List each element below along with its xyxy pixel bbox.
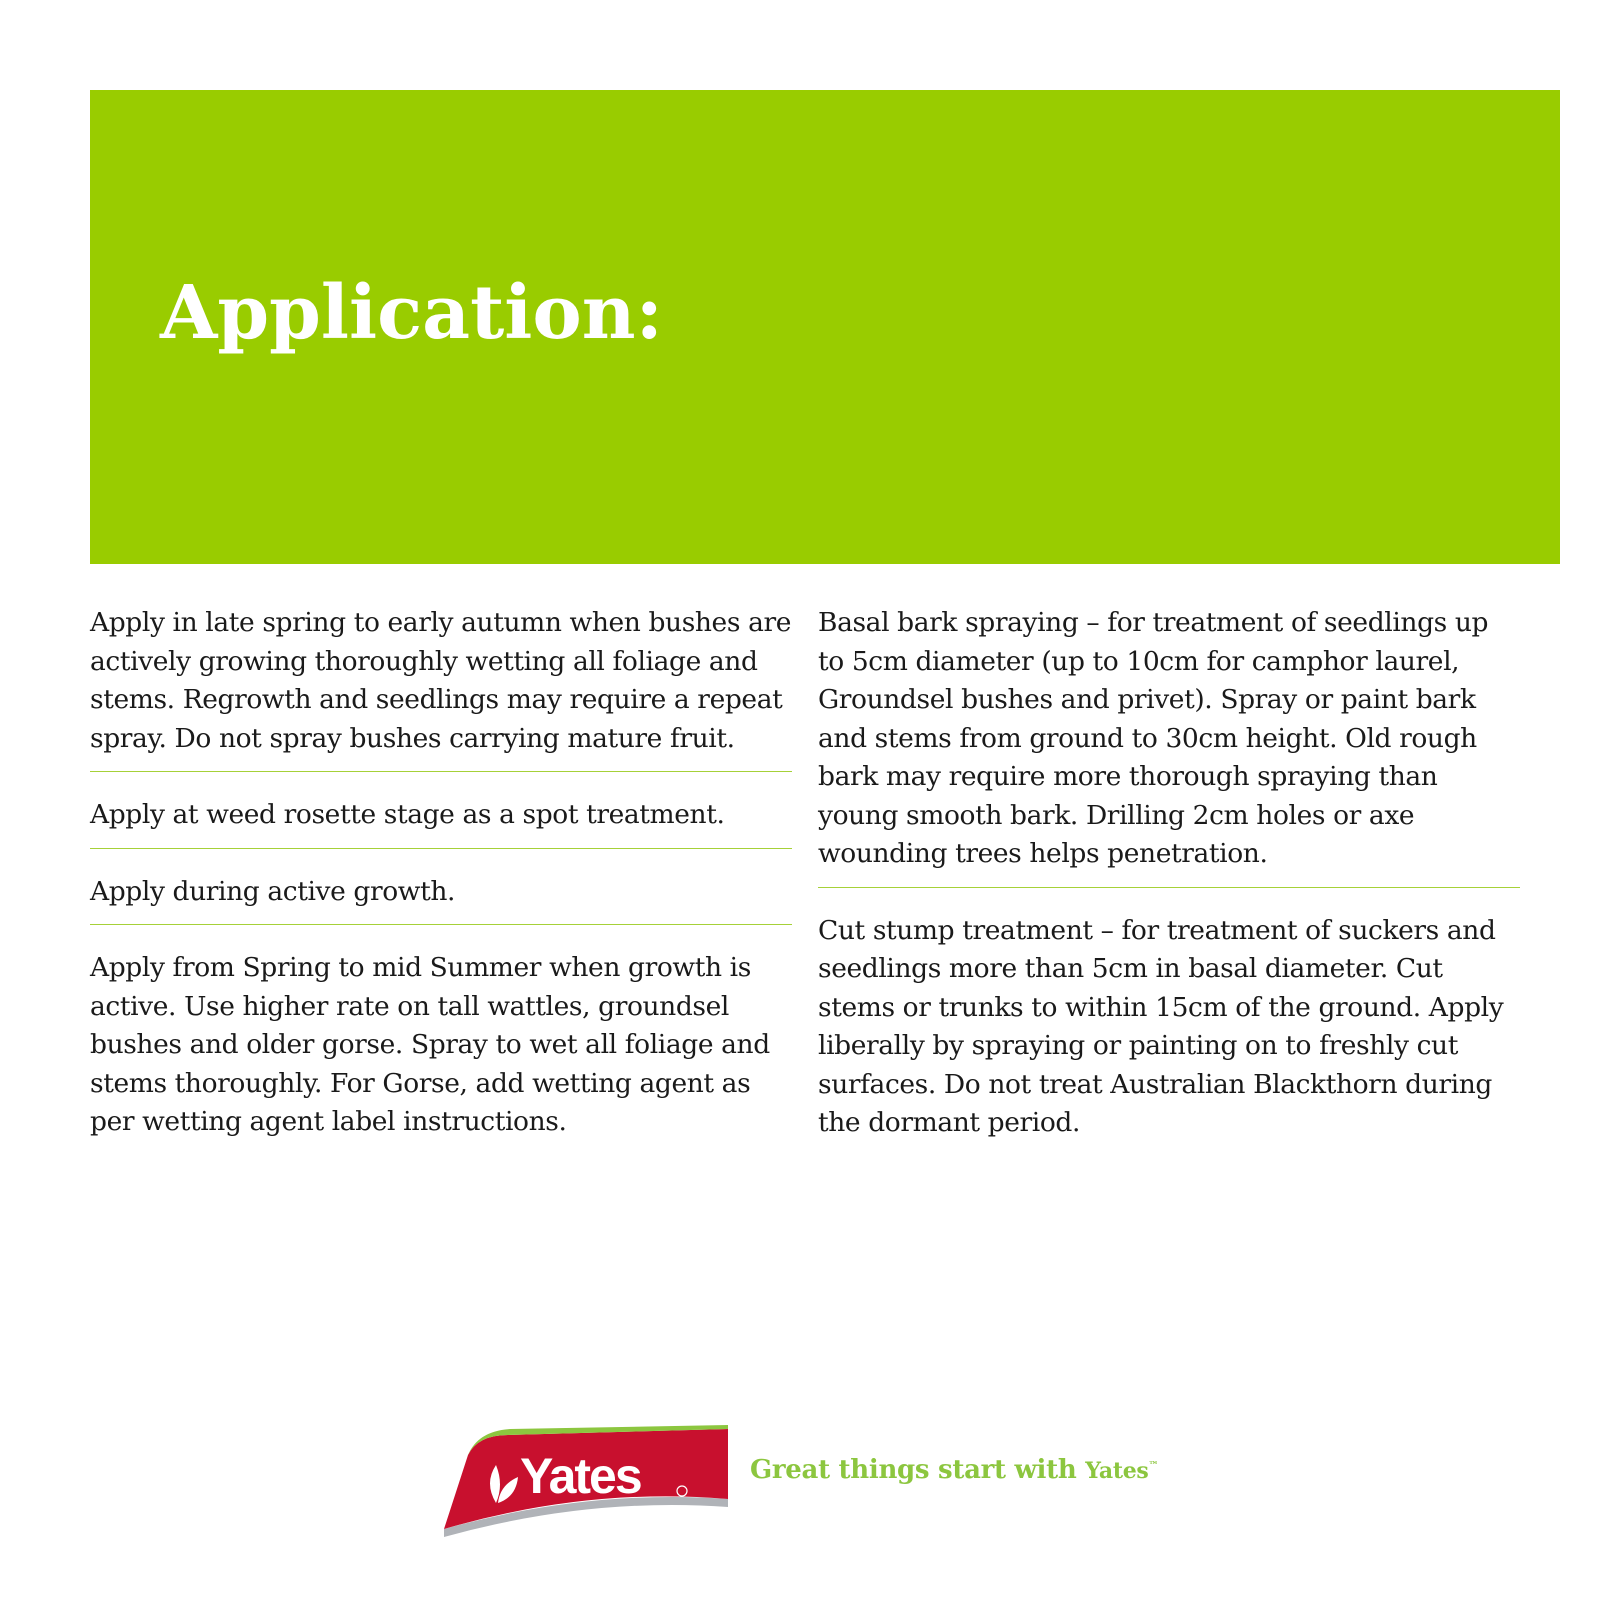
instruction-block: Apply at weed rosette stage as a spot treatment.	[90, 799, 725, 830]
logo-wordmark: Yates	[520, 1448, 641, 1504]
instruction-block: Basal bark spraying – for treatment of seedlings up to 5cm diameter (up to 10cm for camphor laurel, Groundsel bushes and privet). Spray or paint bark and stems from ground to 30cm height. Old rough bark may require more thorough spraying than young smooth bark. Drilling 2cm holes or axe wounding trees helps penetration.	[818, 607, 1489, 869]
instruction-block: Apply from Spring to mid Summer when growth is active. Use higher rate on tall wattles, groundsel bushes and older gorse. Spray to wet all foliage and stems thoroughly. For Gorse, add wetting agent as per wetting agent label instructions.	[90, 952, 770, 1137]
right-column	[818, 604, 1520, 1143]
divider	[90, 848, 792, 849]
trademark-symbol: ™	[1148, 1460, 1159, 1472]
instruction-block: Apply in late spring to early autumn when bushes are actively growing thoroughly wetting all foliage and stems. Regrowth and seedlings may require a repeat spray. Do not spray bushes carrying mature fruit.	[90, 607, 792, 754]
footer	[438, 1425, 1159, 1545]
yates-logo	[438, 1425, 738, 1545]
divider	[90, 924, 792, 925]
tagline	[750, 1455, 1158, 1485]
left-column	[90, 604, 792, 1142]
divider	[90, 771, 792, 772]
instruction-block: Cut stump treatment – for treatment of suckers and seedlings more than 5cm in basal diameter. Cut stems or trunks to within 15cm of the ground. Apply liberally by spraying or painting on to freshly cut surfaces. Do not treat Australian Blackthorn during the dormant period.	[818, 914, 1504, 1138]
tagline-brand: Yates	[1085, 1458, 1149, 1484]
tagline-prefix: Great things start with	[750, 1455, 1086, 1485]
header-banner	[90, 90, 1560, 564]
page-title: Application:	[160, 270, 663, 356]
divider	[818, 887, 1520, 888]
instruction-block: Apply during active growth.	[90, 875, 456, 907]
